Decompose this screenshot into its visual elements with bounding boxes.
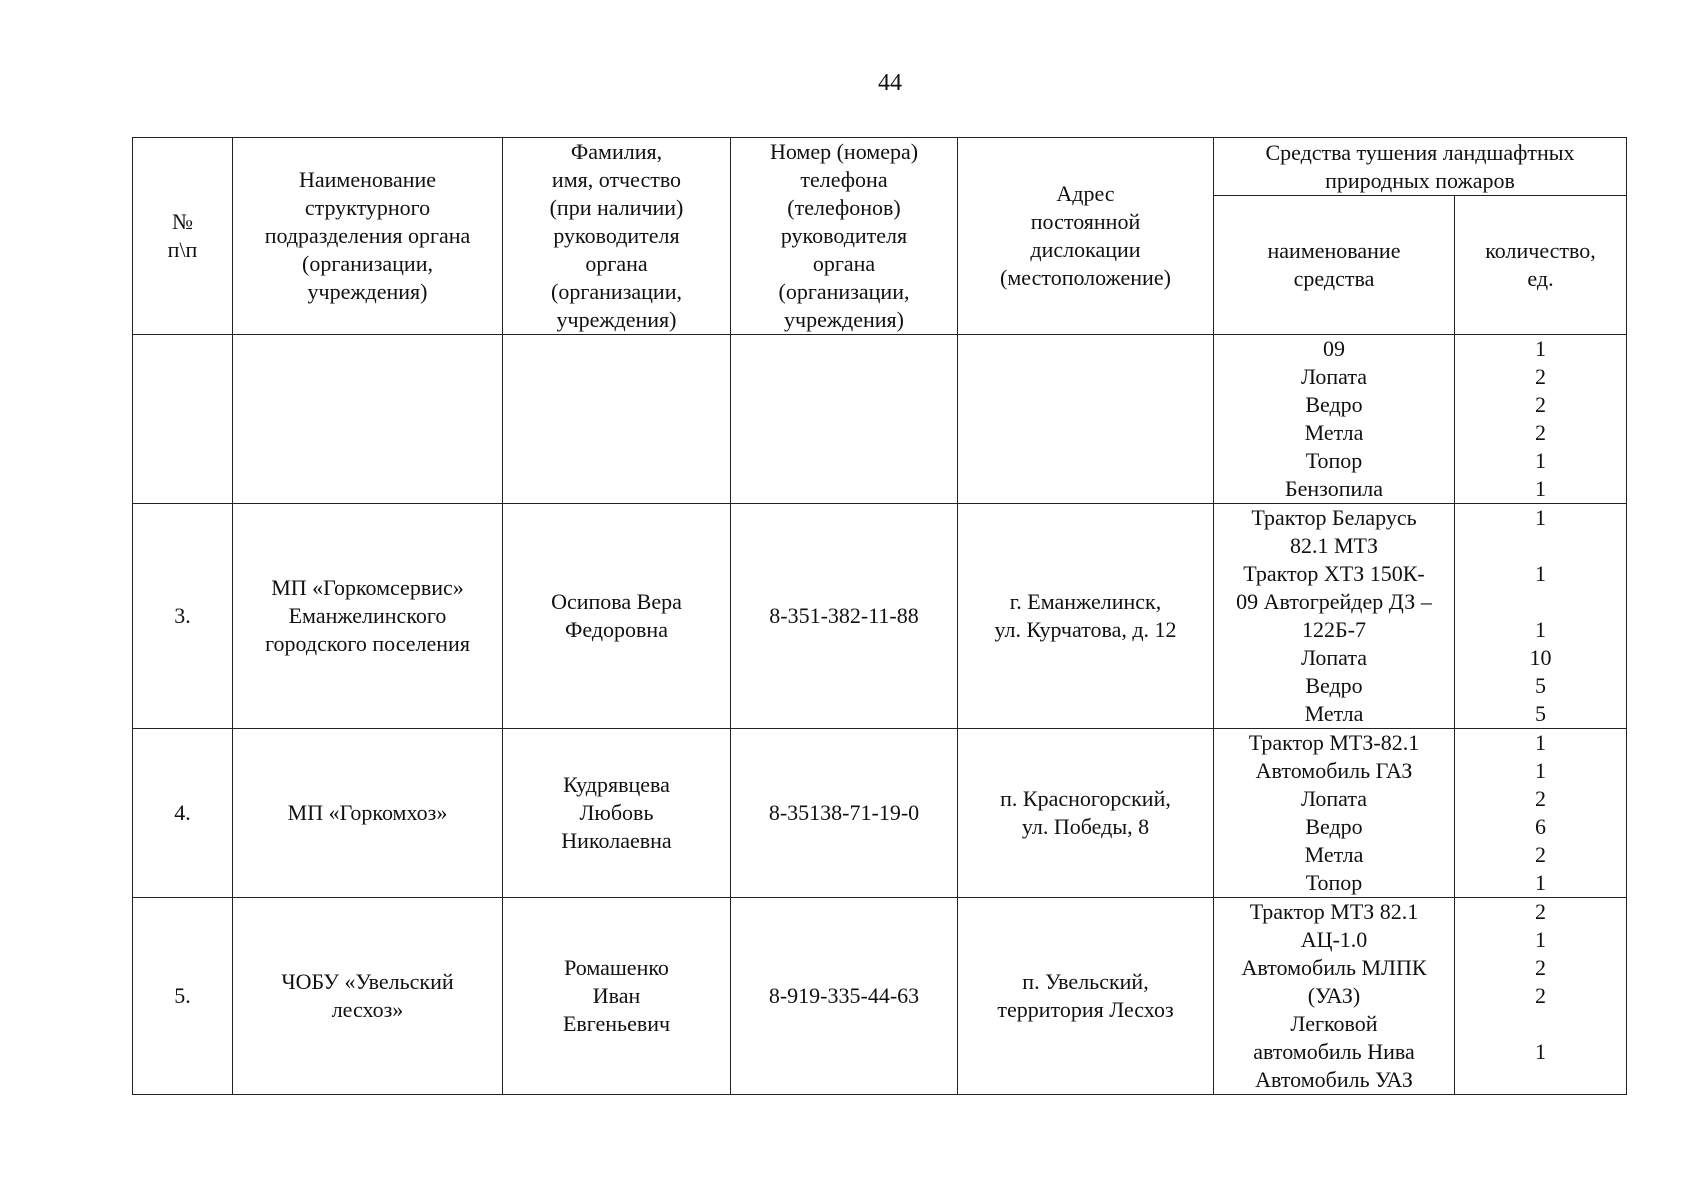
row-phone: 8-919-335-44-63 [731, 898, 958, 1095]
table-row [133, 335, 1627, 504]
row-phone [731, 335, 958, 504]
header-address: Адрес постоянной дислокации (местоположение) [958, 138, 1214, 335]
table-row [133, 729, 1627, 898]
row-head-name: Осипова Вера Федоровна [503, 504, 731, 729]
row-means-qty: 1 2 2 2 1 1 [1455, 335, 1627, 504]
header-means-name: наименование средства [1214, 196, 1455, 335]
header-means-qty: количество, ед. [1455, 196, 1627, 335]
row-address: п. Увельский, территория Лесхоз [958, 898, 1214, 1095]
header-means-group: Средства тушения ландшафтных природных пожаров [1214, 138, 1627, 196]
row-division: МП «Горкомхоз» [233, 729, 503, 898]
header-division: Наименование структурного подразделения органа (организации, учреждения) [233, 138, 503, 335]
row-means-names: Трактор Беларусь 82.1 МТЗ Трактор ХТЗ 150К- 09 Автогрейдер ДЗ – 122Б-7 Лопата Ведро Метла [1214, 504, 1455, 729]
table-row [133, 504, 1627, 729]
row-phone: 8-35138-71-19-0 [731, 729, 958, 898]
row-head-name [503, 335, 731, 504]
row-means-qty: 1 1 2 6 2 1 [1455, 729, 1627, 898]
row-means-names: 09 Лопата Ведро Метла Топор Бензопила [1214, 335, 1455, 504]
row-num: 4. [133, 729, 233, 898]
row-means-qty: 1 1 1 10 5 5 [1455, 504, 1627, 729]
row-head-name: Ромашенко Иван Евгеньевич [503, 898, 731, 1095]
page-number: 44 [878, 70, 902, 96]
row-num [133, 335, 233, 504]
row-division: ЧОБУ «Увельский лесхоз» [233, 898, 503, 1095]
row-division: МП «Горкомсервис» Еманжелинского городского поселения [233, 504, 503, 729]
header-head-name: Фамилия, имя, отчество (при наличии) руководителя органа (организации, учреждения) [503, 138, 731, 335]
fire-means-table [132, 137, 1627, 1095]
header-phone: Номер (номера) телефона (телефонов) руководителя органа (организации, учреждения) [731, 138, 958, 335]
row-means-names: Трактор МТЗ-82.1 Автомобиль ГАЗ Лопата Ведро Метла Топор [1214, 729, 1455, 898]
row-address: п. Красногорский, ул. Победы, 8 [958, 729, 1214, 898]
row-division [233, 335, 503, 504]
row-address [958, 335, 1214, 504]
row-num: 3. [133, 504, 233, 729]
table-row [133, 898, 1627, 1095]
row-means-qty: 2 1 2 2 1 [1455, 898, 1627, 1095]
header-num: № п\п [133, 138, 233, 335]
row-means-names: Трактор МТЗ 82.1 АЦ-1.0 Автомобиль МЛПК (УАЗ) Легковой автомобиль Нива Автомобиль УАЗ [1214, 898, 1455, 1095]
row-num: 5. [133, 898, 233, 1095]
row-phone: 8-351-382-11-88 [731, 504, 958, 729]
row-address: г. Еманжелинск, ул. Курчатова, д. 12 [958, 504, 1214, 729]
row-head-name: Кудрявцева Любовь Николаевна [503, 729, 731, 898]
